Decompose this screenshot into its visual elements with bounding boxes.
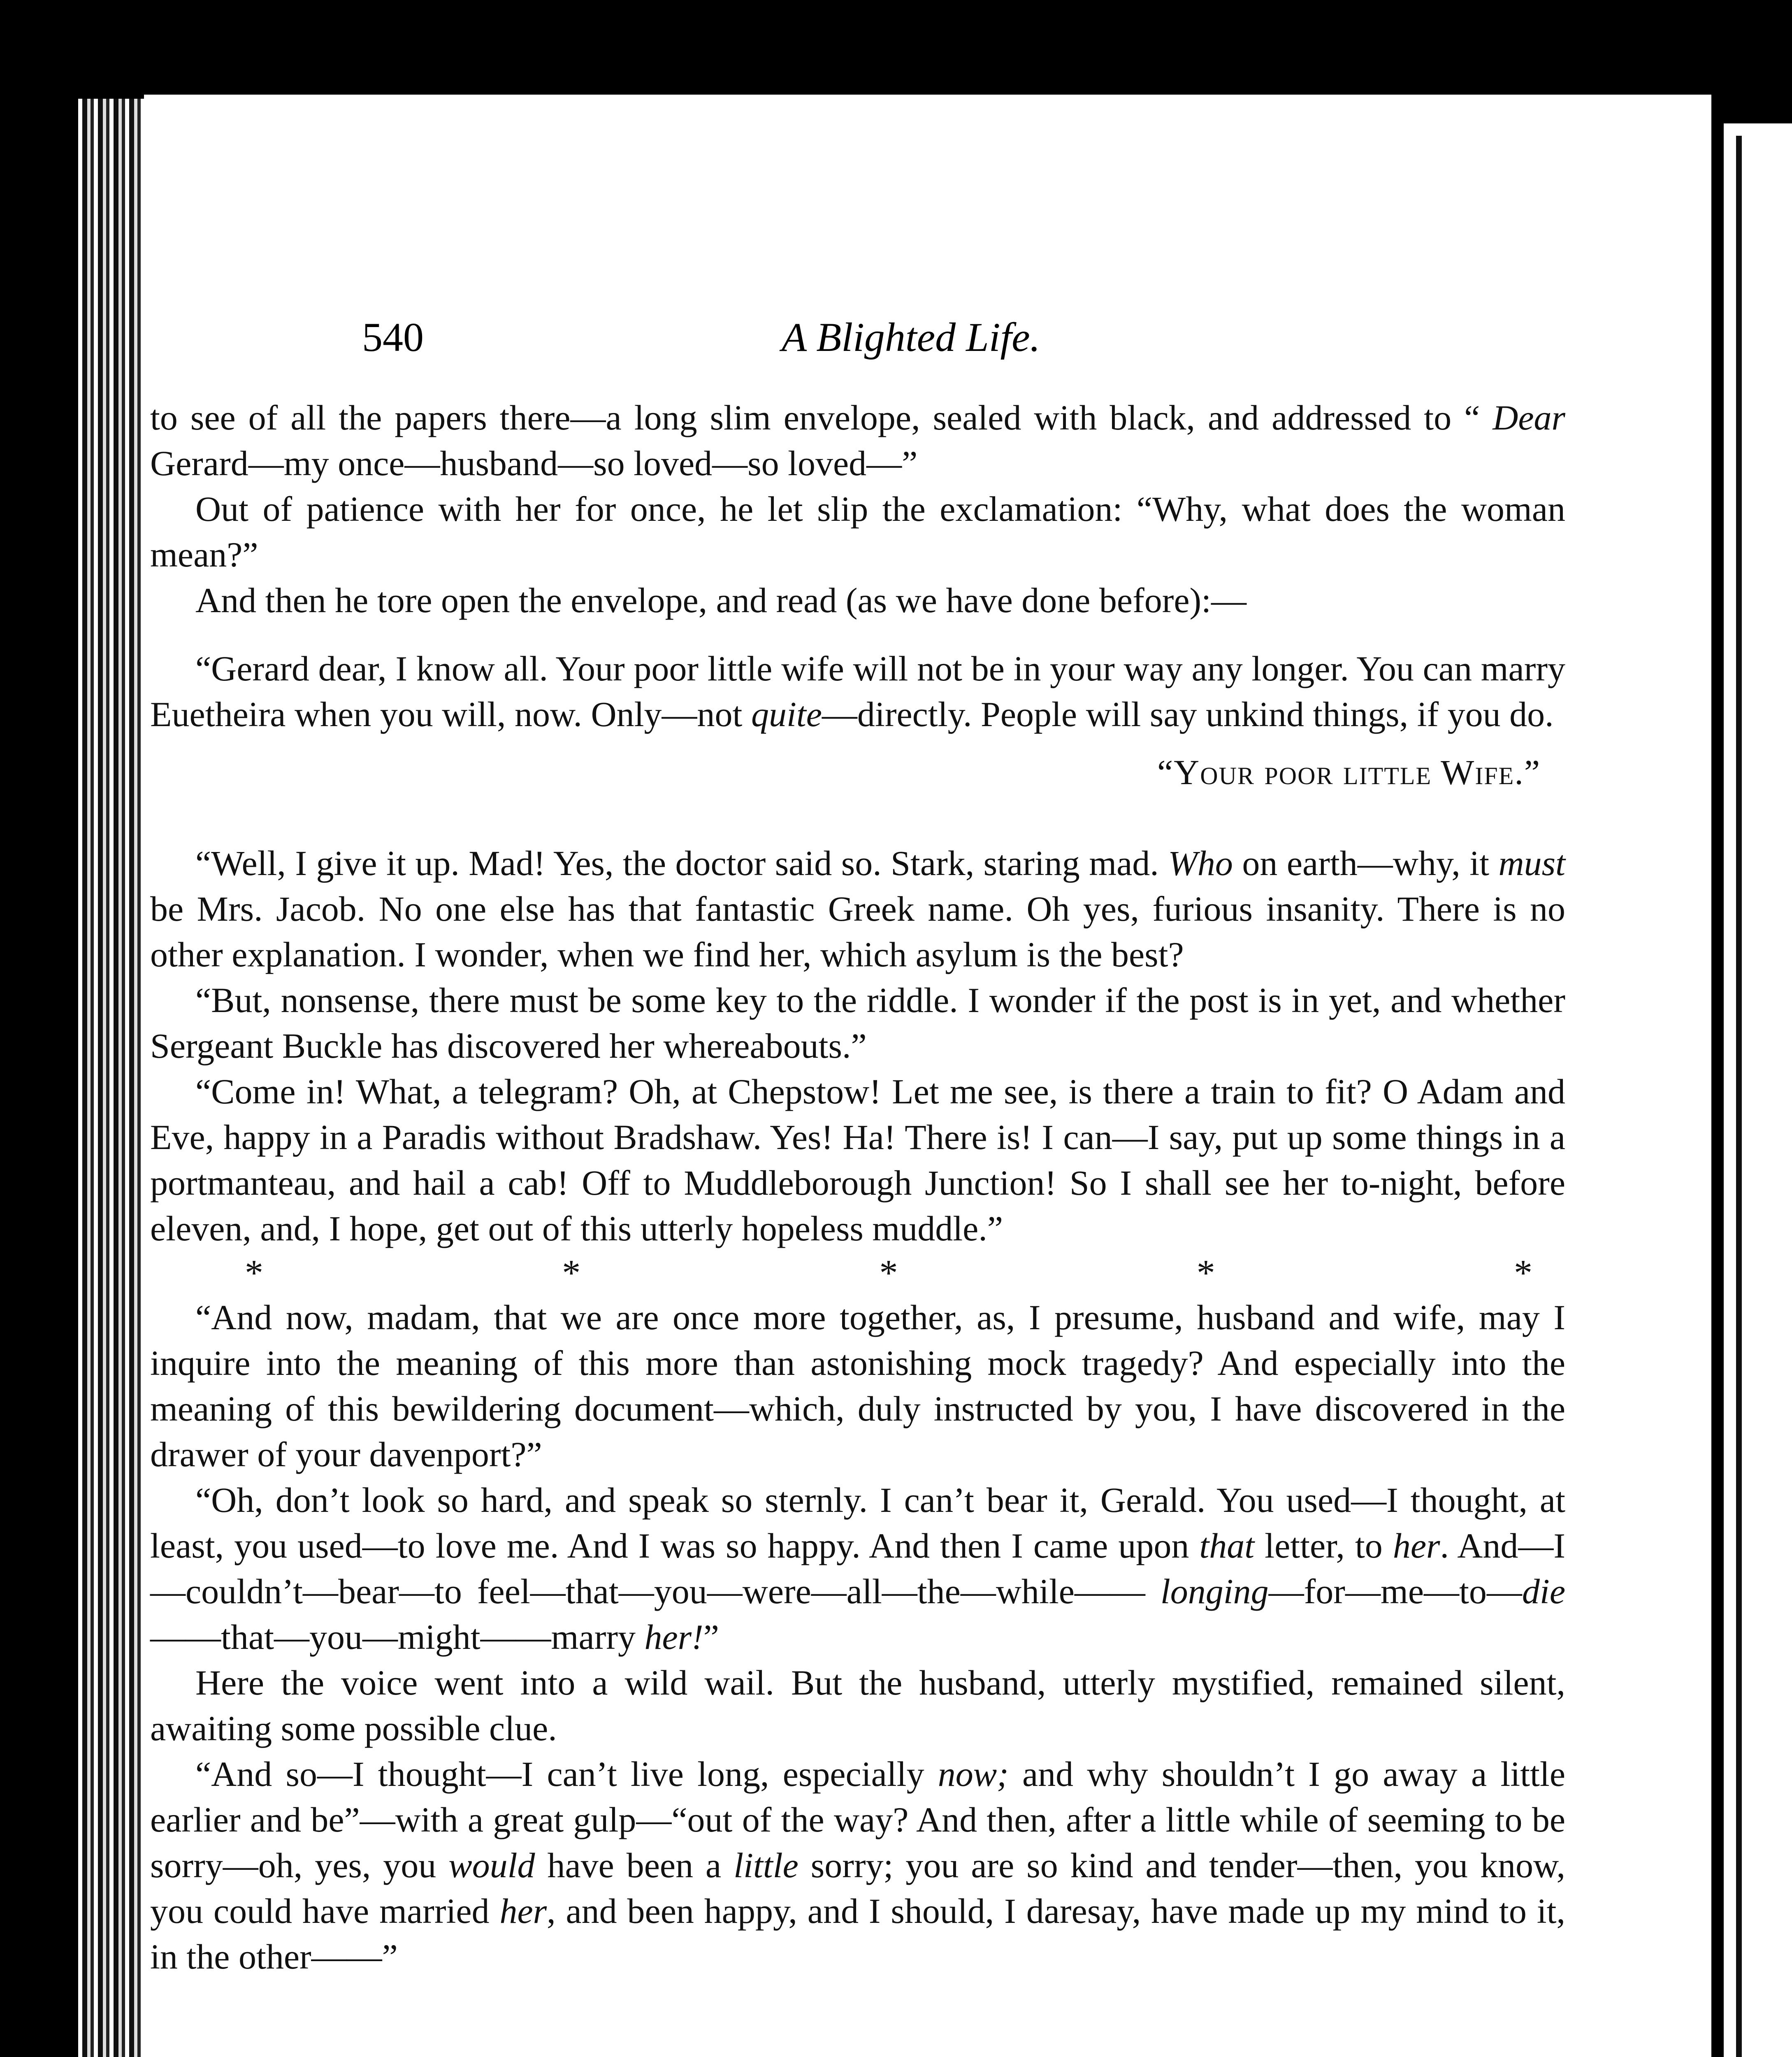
paragraph xyxy=(150,578,1565,623)
paragraph xyxy=(150,1069,1565,1251)
italic-text: would xyxy=(448,1846,535,1885)
text-run: Out of patience with her for once, he let slip the exclamation: “Why, what does the woman mean?” xyxy=(150,489,1565,574)
text-run: sorry; you are so kind and tender—then, you know, you could have married xyxy=(150,1846,1565,1931)
text-run: Gerard—my once—husband—so loved—so loved—” xyxy=(150,443,918,483)
italic-text: quite xyxy=(751,694,822,734)
paragraph xyxy=(150,1295,1565,1477)
facing-page-edge xyxy=(1711,123,1792,2057)
text-run: And then he tore open the envelope, and read (as we have done before):— xyxy=(195,580,1247,620)
paragraph xyxy=(150,977,1565,1069)
italic-text: her xyxy=(1393,1526,1440,1565)
text-run: “And now, madam, that we are once more together, as, I presume, husband and wife, may I inquire into the meaning of this more than astonishing mock tragedy? And especially into the meaning of this bewildering document—which, duly instructed by you, I have discovered in the drawer of your davenport?” xyxy=(150,1298,1565,1474)
text-run: “But, nonsense, there must be some key to the riddle. I wonder if the post is in yet, and whether Sergeant Buckle has discovered her whereabouts.” xyxy=(150,980,1565,1066)
paragraph xyxy=(150,1477,1565,1660)
italic-text: now; xyxy=(938,1754,1009,1794)
facing-page-rule xyxy=(1736,136,1742,2057)
italic-text: must xyxy=(1498,843,1565,883)
running-title: A Blighted Life. xyxy=(782,314,1040,360)
text-run: “And so—I thought—I can’t live long, especially xyxy=(195,1754,938,1794)
section-break-asterisks xyxy=(150,1251,1565,1295)
text-run: “Oh, don’t look so hard, and speak so sternly. I can’t bear it, Gerald. You used—I thought, at least, you used—to love me. And I was so happy. And then I came upon xyxy=(150,1480,1565,1565)
text-run: have been a xyxy=(535,1846,734,1885)
page-body-text xyxy=(150,395,1565,1980)
italic-text: little xyxy=(734,1846,799,1885)
asterisk: * xyxy=(1514,1253,1532,1293)
text-run: —directly. People will say unkind things, if you do. xyxy=(822,694,1554,734)
paragraph xyxy=(150,1751,1565,1980)
text-run: “Come in! What, a telegram? Oh, at Chepstow! Let me see, is there a train to fit? O Adam and Eve, happy in a Paradis without Bradshaw. Yes! Ha! There is! I can—I say, put up some things in a portmanteau, and hail a cab! Off to Muddleborough Junction! So I shall see her to-night, before eleven, and, I hope, get out of this utterly hopeless muddle.” xyxy=(150,1072,1565,1248)
asterisk: * xyxy=(245,1253,263,1293)
text-run: ” xyxy=(703,1617,719,1657)
text-run: , and been happy, and I should, I daresay, have made up my mind to it, in the other——” xyxy=(150,1891,1566,1976)
text-run: letter, to xyxy=(1254,1526,1393,1565)
page-number: 540 xyxy=(362,314,424,360)
text-run: be Mrs. Jacob. No one else has that fantastic Greek name. Oh yes, furious insanity. There is no other explanation. I wonder, when we find her, which asylum is the best? xyxy=(150,889,1565,974)
italic-text: that xyxy=(1199,1526,1255,1565)
letter-signature xyxy=(150,750,1541,795)
italic-text: Who xyxy=(1168,843,1233,883)
text-run: and why shouldn’t I go away a little earlier and be”—with a great gulp—“out of the way? And then, after a little while of seeming to be sorry—oh, yes, you xyxy=(150,1754,1565,1885)
italic-text: Dear xyxy=(1493,398,1565,437)
paragraph xyxy=(150,840,1565,977)
italic-text: longing xyxy=(1160,1572,1269,1611)
text-run: . And—I —couldn’t—bear—to feel—that—you—were—all—the—while—— xyxy=(150,1526,1566,1611)
text-run: ——that—you—might——marry xyxy=(150,1617,645,1657)
text-run: “Gerard dear, I know all. Your poor little wife will not be in your way any longer. You can marry Euetheira when you will, now. Only—not xyxy=(150,649,1565,734)
italic-text: her! xyxy=(644,1617,703,1657)
text-run: on earth—why, it xyxy=(1233,843,1499,883)
asterisk: * xyxy=(1196,1253,1215,1293)
text-run: “Well, I give it up. Mad! Yes, the doctor said so. Stark, staring mad. xyxy=(195,843,1168,883)
paragraph xyxy=(150,395,1565,486)
paragraph xyxy=(150,486,1565,578)
paragraph xyxy=(150,646,1565,737)
asterisk: * xyxy=(879,1253,898,1293)
paragraph xyxy=(150,1660,1565,1751)
italic-text: die xyxy=(1522,1572,1565,1611)
text-run: Here the voice went into a wild wail. But the husband, utterly mystified, remained silent, awaiting some possible clue. xyxy=(150,1663,1565,1748)
text-run: to see of all the papers there—a long slim envelope, sealed with black, and addressed to “ xyxy=(150,398,1493,437)
italic-text: her xyxy=(499,1891,547,1931)
small-caps-text: “Your poor little Wife.” xyxy=(1157,752,1541,792)
asterisk: * xyxy=(562,1253,581,1293)
book-binding-edge xyxy=(78,99,144,2057)
text-run: —for—me—to— xyxy=(1268,1572,1522,1611)
